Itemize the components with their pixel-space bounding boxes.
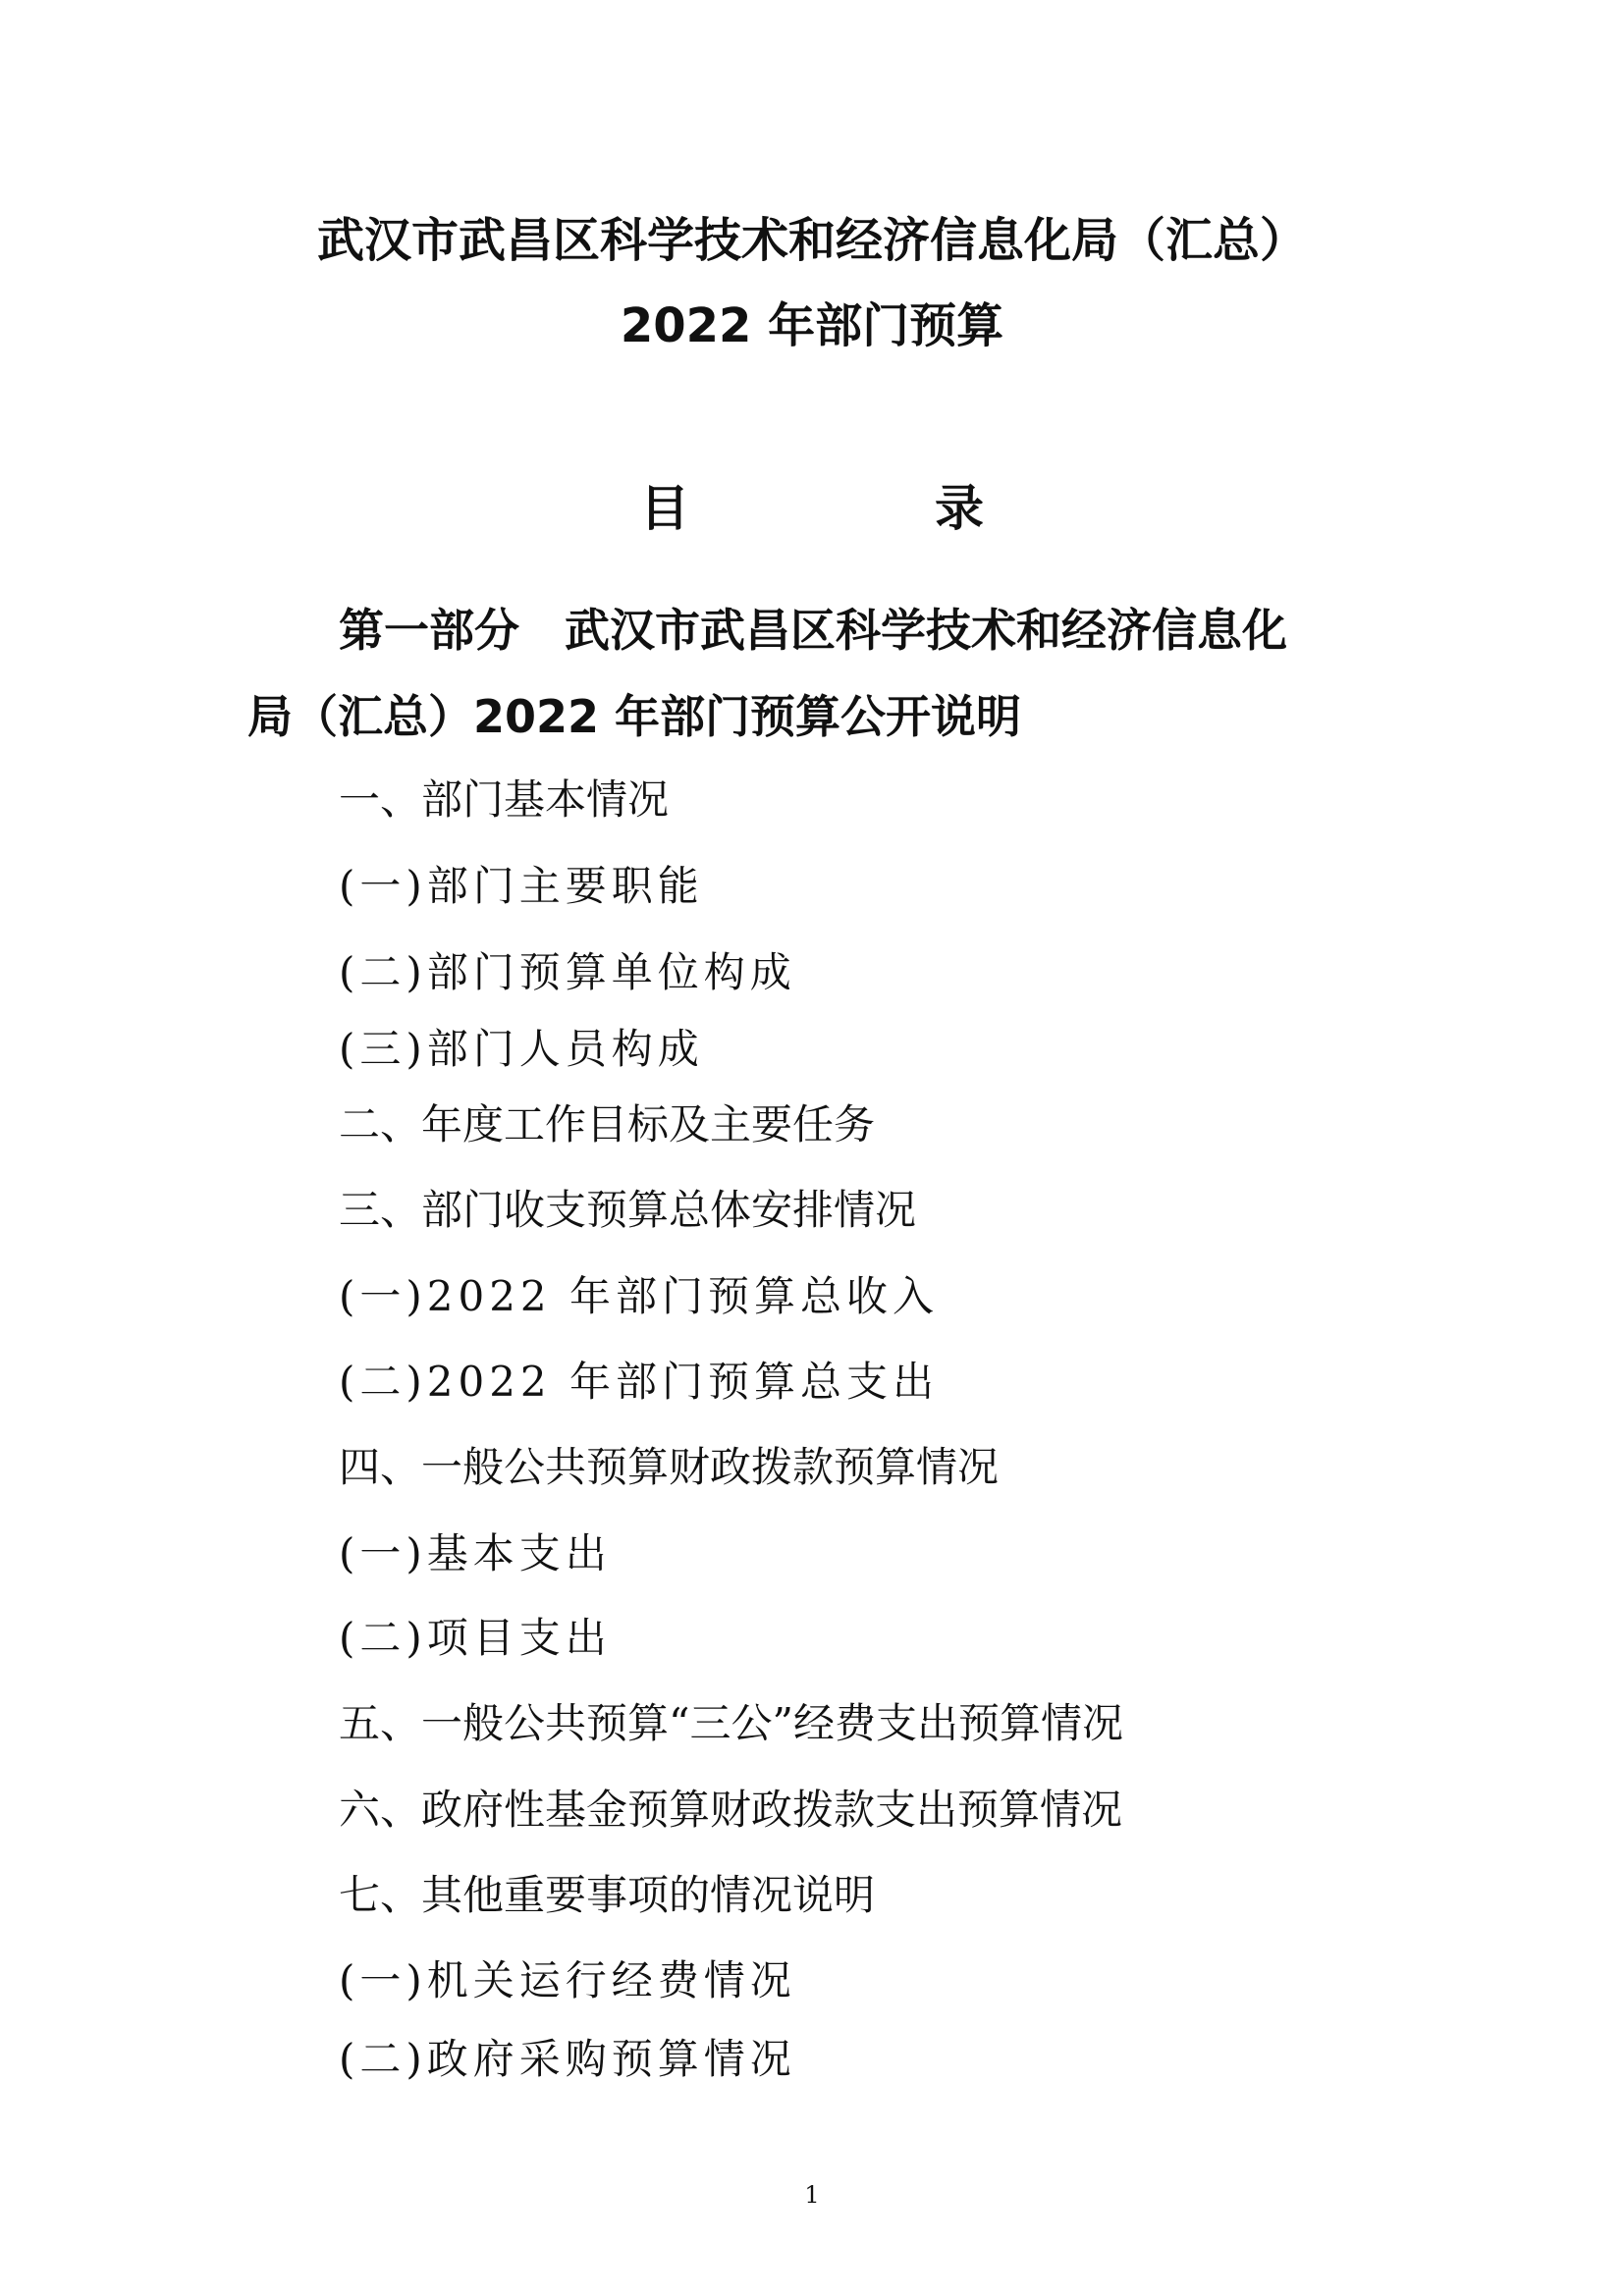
toc-entry: (二)项目支出 [339, 1614, 612, 1662]
part-one-heading-line-1: 第一部分 武汉市武昌区科学技术和经济信息化 [339, 604, 1287, 657]
toc-entry: 七、其他重要事项的情况说明 [339, 1871, 876, 1919]
toc-entry: 五、一般公共预算“三公”经费支出预算情况 [339, 1699, 1123, 1747]
toc-entry: (二)政府采购预算情况 [339, 2035, 796, 2083]
document-title-line-1: 武汉市武昌区科学技术和经济信息化局（汇总） [316, 213, 1307, 268]
toc-entry: 六、政府性基金预算财政拨款支出预算情况 [339, 1786, 1123, 1834]
toc-entry: 四、一般公共预算财政拨款预算情况 [339, 1443, 1000, 1491]
part-one-heading-line-2: 局（汇总）2022 年部门预算公开说明 [247, 690, 1022, 743]
toc-entry: 二、年度工作目标及主要任务 [339, 1100, 876, 1148]
toc-entry: (三)部门人员构成 [339, 1025, 704, 1073]
toc-entry: (二)2022 年部门预算总支出 [339, 1358, 940, 1406]
toc-entry: (二)部门预算单位构成 [339, 948, 796, 996]
toc-entry: 三、部门收支预算总体安排情况 [339, 1186, 917, 1234]
toc-heading: 目 录 [640, 480, 1082, 537]
toc-entry: 一、部门基本情况 [339, 775, 670, 824]
toc-entry: (一)2022 年部门预算总收入 [339, 1272, 940, 1320]
page-number: 1 [804, 2181, 820, 2209]
document-title-line-2: 2022 年部门预算 [620, 298, 1004, 353]
toc-entry: (一)机关运行经费情况 [339, 1956, 796, 2004]
toc-entry: (一)部门主要职能 [339, 862, 704, 910]
toc-entry: (一)基本支出 [339, 1529, 612, 1577]
